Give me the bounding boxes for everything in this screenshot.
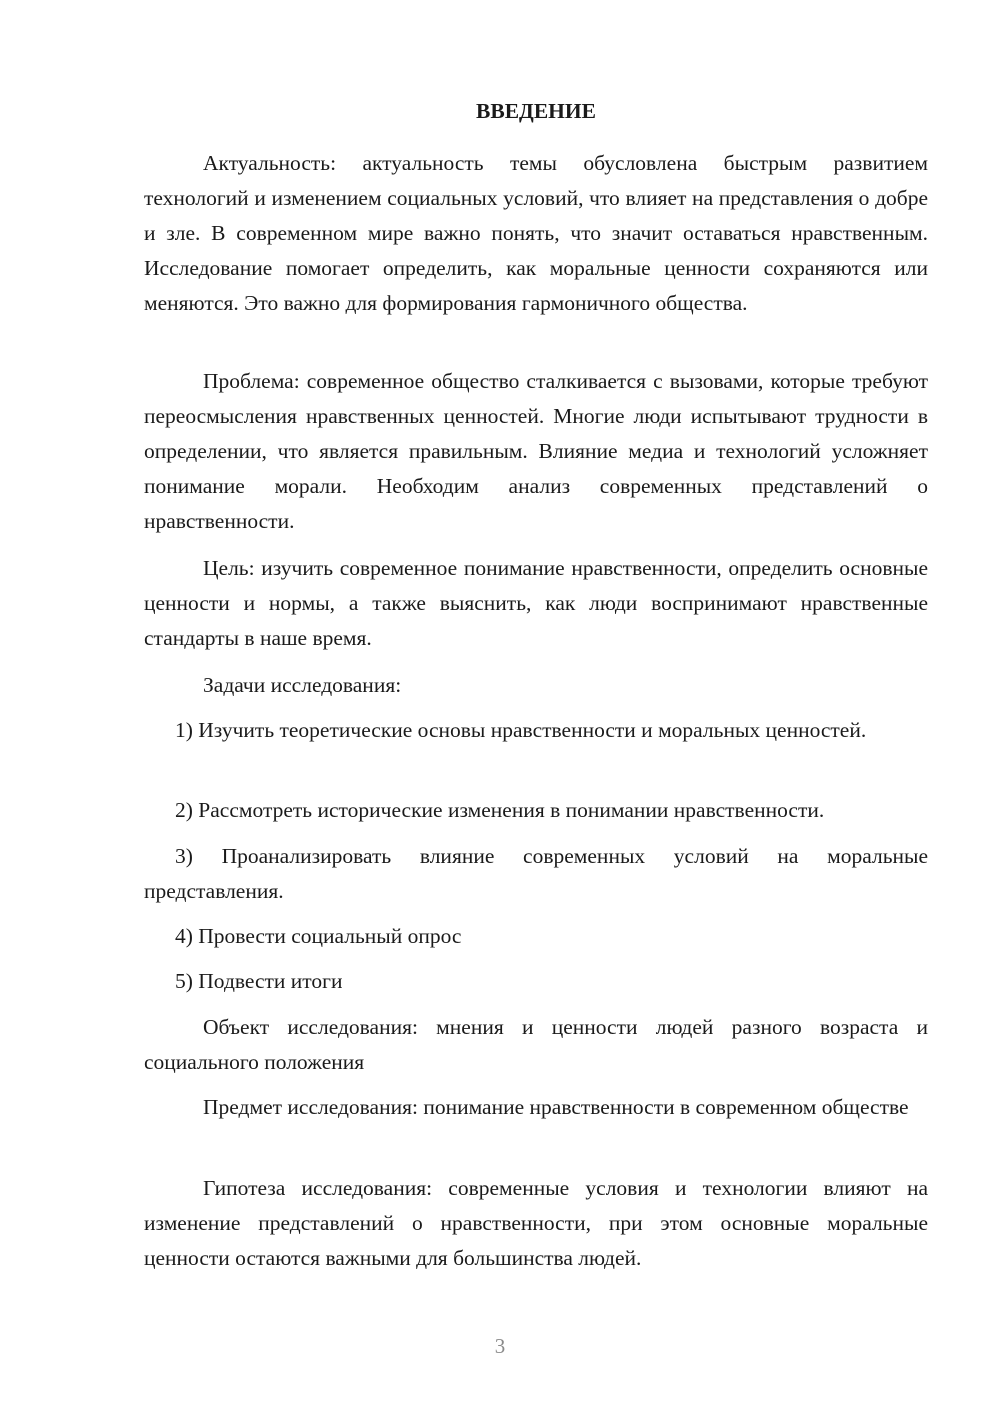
tasks-heading-block xyxy=(144,668,928,703)
page-number: 3 xyxy=(494,1334,506,1358)
task-item: 5) Подвести итоги xyxy=(175,969,343,993)
task-item: 3) Проанализировать влияние современных условий на моральные представления. xyxy=(144,844,928,903)
hypothesis-paragraph: Гипотеза исследования: современные условия и технологии влияют на изменение представлений о нравственности, при этом основные моральные ценности остаются важными для большинства людей. xyxy=(144,1176,928,1270)
task-item: 1) Изучить теоретические основы нравственности и моральных ценностей. xyxy=(175,718,867,742)
goal-block xyxy=(144,551,928,656)
task-item: 2) Рассмотреть исторические изменения в понимании нравственности. xyxy=(175,798,825,822)
tasks-heading: Задачи исследования: xyxy=(203,673,402,697)
subject-block xyxy=(144,1090,928,1125)
relevance-block xyxy=(144,146,928,321)
problem-block xyxy=(144,364,928,539)
task-3-block xyxy=(144,839,928,909)
problem-paragraph: Проблема: современное общество сталкивается с вызовами, которые требуют переосмысления нравственных ценностей. Многие люди испытывают трудности в определении, что является правильным. Влияние медиа и технологий усложняет понимание морали. Необходим анализ современных представлений о нравственности. xyxy=(144,369,928,533)
hypothesis-block xyxy=(144,1171,928,1276)
object-paragraph: Объект исследования: мнения и ценности людей разного возраста и социального положения xyxy=(144,1015,928,1074)
task-1-block xyxy=(144,713,928,748)
task-4-block xyxy=(144,919,928,954)
task-2-block xyxy=(144,793,928,828)
task-5-block xyxy=(144,964,928,999)
goal-paragraph: Цель: изучить современное понимание нравственности, определить основные ценности и нормы, а также выяснить, как люди воспринимают нравственные стандарты в наше время. xyxy=(144,556,928,650)
task-item: 4) Провести социальный опрос xyxy=(175,924,462,948)
relevance-paragraph: Актуальность: актуальность темы обусловлена быстрым развитием технологий и изменением социальных условий, что влияет на представления о добре и зле. В современном мире важно понять, что значит оставаться нравственным. Исследование помогает определить, как моральные ценности сохраняются или меняются. Это важно для формирования гармоничного общества. xyxy=(144,151,928,315)
object-block xyxy=(144,1010,928,1080)
subject-paragraph: Предмет исследования: понимание нравственности в современном обществе xyxy=(203,1095,909,1119)
page-title: ВВЕДЕНИЕ xyxy=(476,99,596,123)
